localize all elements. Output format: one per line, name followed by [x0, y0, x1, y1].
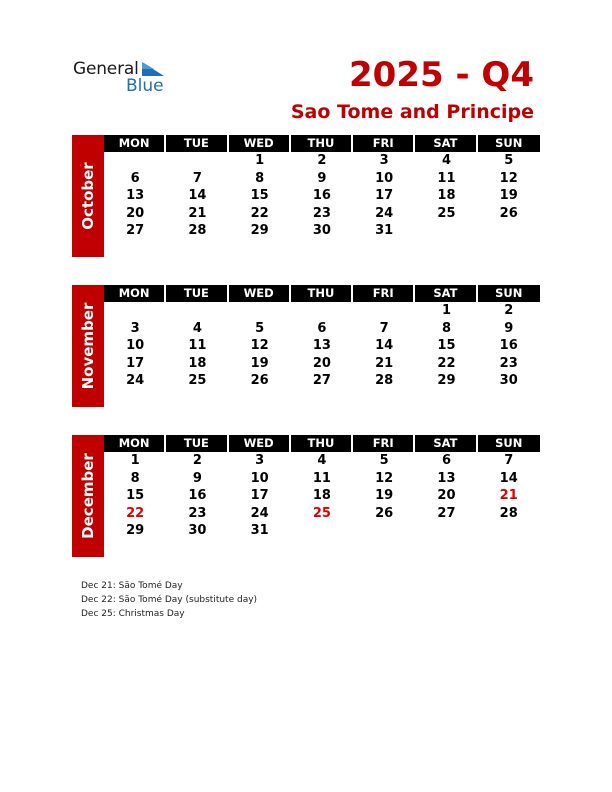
day-cell: 16	[312, 188, 331, 203]
day-cell: 29	[250, 223, 269, 238]
day-cell: 4	[441, 153, 451, 168]
day-cell: 14	[375, 338, 394, 353]
day-cell: 3	[130, 320, 140, 336]
day-cell: 19	[499, 188, 518, 203]
day-cell: 25	[437, 205, 456, 221]
day-cell: 17	[126, 355, 145, 371]
weekday-sun: SUN	[478, 135, 540, 152]
day-cell: 11	[188, 338, 207, 353]
day-cell: 5	[504, 153, 514, 168]
day-cell: 15	[250, 188, 269, 203]
weekday-tue: TUE	[166, 285, 228, 302]
day-cell: 23	[188, 505, 207, 521]
day-cell: 10	[250, 470, 269, 486]
day-cell: 10	[126, 338, 145, 353]
weekday-mon: MON	[104, 285, 166, 302]
empty-day-cell	[166, 302, 228, 320]
day-cell: 20	[126, 205, 145, 221]
day-cell: 2	[317, 153, 327, 168]
day-cell: 13	[437, 470, 456, 486]
weekday-header	[104, 285, 540, 302]
day-cell: 11	[437, 170, 456, 186]
day-cell: 1	[130, 453, 140, 468]
day-cell: 10	[375, 170, 394, 186]
day-cell: 2	[504, 303, 514, 318]
day-cell: 24	[375, 205, 394, 221]
weekday-wed: WED	[229, 285, 291, 302]
empty-day-cell	[166, 152, 228, 170]
day-cell: 8	[130, 470, 140, 486]
day-cell: 31	[375, 223, 394, 238]
day-cell: 22	[437, 355, 456, 371]
month-side-band	[72, 435, 104, 557]
page-title: 2025 - Q4	[349, 55, 534, 95]
day-cell: 9	[192, 470, 202, 486]
empty-day-cell	[104, 152, 166, 170]
week-row	[104, 205, 540, 223]
week-row	[104, 320, 540, 338]
holiday-day-cell: 21	[499, 488, 518, 503]
weekday-wed: WED	[229, 435, 291, 452]
logo-general-text: General	[73, 59, 139, 79]
day-cell: 28	[499, 505, 518, 521]
month-november	[72, 285, 540, 394]
week-row	[104, 372, 540, 390]
month-name: November	[79, 302, 97, 390]
empty-day-cell	[478, 522, 540, 540]
day-cell: 9	[504, 320, 514, 336]
country-subtitle: Sao Tome and Principe	[290, 101, 534, 123]
week-row	[104, 187, 540, 205]
day-cell: 20	[437, 488, 456, 503]
day-cell: 8	[441, 320, 451, 336]
empty-day-cell	[291, 302, 353, 320]
day-cell: 21	[188, 205, 207, 221]
day-cell: 23	[499, 355, 518, 371]
empty-day-cell	[353, 522, 415, 540]
holiday-day-cell: 22	[126, 505, 145, 521]
logo-blue-text: Blue	[126, 76, 164, 96]
day-cell: 8	[255, 170, 265, 186]
weekday-sun: SUN	[478, 435, 540, 452]
day-cell: 14	[188, 188, 207, 203]
empty-day-cell	[353, 302, 415, 320]
day-cell: 11	[312, 470, 331, 486]
day-cell: 4	[317, 453, 327, 468]
holiday-note: Dec 21: São Tomé Day	[81, 581, 183, 591]
day-cell: 13	[126, 188, 145, 203]
day-cell: 30	[312, 223, 331, 238]
weekday-header	[104, 435, 540, 452]
day-cell: 27	[126, 223, 145, 238]
month-side-band	[72, 285, 104, 407]
day-cell: 6	[130, 170, 140, 186]
weekday-fri: FRI	[353, 285, 415, 302]
day-cell: 24	[250, 505, 269, 521]
day-cell: 23	[312, 205, 331, 221]
week-row	[104, 337, 540, 355]
day-cell: 31	[250, 523, 269, 538]
day-cell: 12	[250, 338, 269, 353]
day-cell: 28	[375, 373, 394, 388]
month-grid	[104, 435, 540, 540]
day-cell: 7	[504, 453, 514, 468]
week-row	[104, 487, 540, 505]
day-cell: 16	[499, 338, 518, 353]
holiday-note: Dec 22: São Tomé Day (substitute day)	[81, 595, 258, 605]
day-cell: 4	[192, 320, 202, 336]
week-row	[104, 355, 540, 373]
day-cell: 15	[437, 338, 456, 353]
month-october	[72, 135, 540, 244]
holiday-note: Dec 25: Christmas Day	[81, 609, 185, 619]
day-cell: 7	[192, 170, 202, 186]
weekday-mon: MON	[104, 135, 166, 152]
holiday-notes	[81, 579, 257, 621]
day-cell: 19	[250, 355, 269, 371]
week-row	[104, 505, 540, 523]
day-cell: 26	[250, 373, 269, 388]
weekday-sun: SUN	[478, 285, 540, 302]
empty-day-cell	[104, 302, 166, 320]
day-cell: 14	[499, 470, 518, 486]
month-grid	[104, 285, 540, 390]
empty-day-cell	[415, 222, 477, 240]
weekday-sat: SAT	[415, 135, 477, 152]
day-cell: 25	[188, 373, 207, 388]
weekday-fri: FRI	[353, 135, 415, 152]
week-row	[104, 522, 540, 540]
month-grid	[104, 135, 540, 240]
day-cell: 26	[499, 205, 518, 221]
logo	[73, 59, 173, 95]
day-cell: 30	[188, 523, 207, 538]
weekday-fri: FRI	[353, 435, 415, 452]
month-name: December	[79, 453, 97, 539]
day-cell: 1	[441, 303, 451, 318]
day-cell: 16	[188, 488, 207, 503]
day-cell: 5	[379, 453, 389, 468]
day-cell: 18	[188, 355, 207, 371]
empty-day-cell	[291, 522, 353, 540]
holiday-day-cell: 25	[312, 505, 331, 521]
day-cell: 1	[255, 153, 265, 168]
day-cell: 12	[499, 170, 518, 186]
week-row	[104, 452, 540, 470]
day-cell: 20	[312, 355, 331, 371]
week-row	[104, 302, 540, 320]
day-cell: 2	[192, 453, 202, 468]
weekday-tue: TUE	[166, 135, 228, 152]
day-cell: 12	[375, 470, 394, 486]
empty-day-cell	[478, 222, 540, 240]
empty-day-cell	[415, 522, 477, 540]
day-cell: 18	[437, 188, 456, 203]
day-cell: 19	[375, 488, 394, 503]
day-cell: 5	[255, 320, 265, 336]
day-cell: 22	[250, 205, 269, 221]
weekday-mon: MON	[104, 435, 166, 452]
day-cell: 18	[312, 488, 331, 503]
day-cell: 29	[126, 523, 145, 538]
day-cell: 13	[312, 338, 331, 353]
day-cell: 3	[255, 453, 265, 468]
day-cell: 17	[375, 188, 394, 203]
weekday-sat: SAT	[415, 435, 477, 452]
month-side-band	[72, 135, 104, 257]
day-cell: 27	[312, 373, 331, 388]
week-row	[104, 170, 540, 188]
day-cell: 15	[126, 488, 145, 503]
day-cell: 6	[441, 453, 451, 468]
day-cell: 17	[250, 488, 269, 503]
weekday-wed: WED	[229, 135, 291, 152]
month-december	[72, 435, 540, 544]
month-name: October	[79, 162, 97, 230]
day-cell: 21	[375, 355, 394, 371]
logo-flag-icon	[142, 62, 164, 78]
day-cell: 29	[437, 373, 456, 388]
day-cell: 30	[499, 373, 518, 388]
day-cell: 28	[188, 223, 207, 238]
day-cell: 7	[379, 320, 389, 336]
weekday-thu: THU	[291, 135, 353, 152]
weekday-header	[104, 135, 540, 152]
week-row	[104, 470, 540, 488]
week-row	[104, 222, 540, 240]
empty-day-cell	[229, 302, 291, 320]
day-cell: 6	[317, 320, 327, 336]
weekday-sat: SAT	[415, 285, 477, 302]
weekday-tue: TUE	[166, 435, 228, 452]
weekday-thu: THU	[291, 285, 353, 302]
week-row	[104, 152, 540, 170]
day-cell: 9	[317, 170, 327, 186]
weekday-thu: THU	[291, 435, 353, 452]
day-cell: 24	[126, 373, 145, 388]
day-cell: 26	[375, 505, 394, 521]
day-cell: 27	[437, 505, 456, 521]
day-cell: 3	[379, 153, 389, 168]
